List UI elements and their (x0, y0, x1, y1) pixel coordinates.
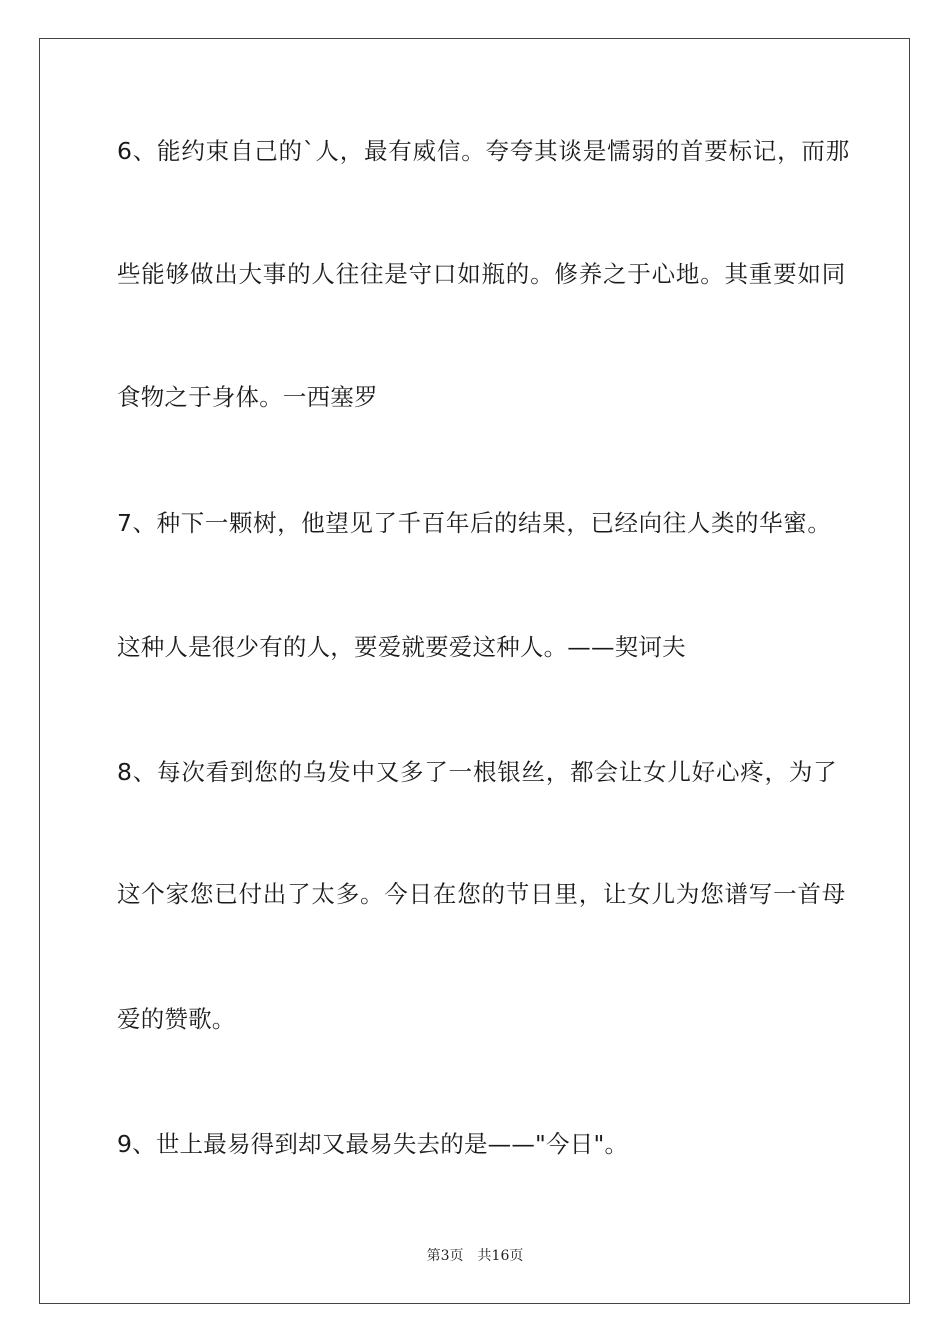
paragraph-line: 食物之于身体。一西塞罗 (117, 383, 378, 411)
page-border (39, 38, 910, 1304)
paragraph-line: 些能够做出大事的人往往是守口如瓶的。修养之于心地。其重要如同 (117, 260, 846, 288)
paragraph-line: 这种人是很少有的人，要爱就要爱这种人。——契诃夫 (117, 633, 686, 661)
total-pages: 共16页 (477, 1248, 524, 1264)
page-number: 第3页 (426, 1248, 464, 1264)
paragraph-line: 8、每次看到您的乌发中又多了一根银丝，都会让女儿好心疼，为了 (117, 758, 838, 786)
paragraph-line: 6、能约束自己的`人，最有威信。夸夸其谈是懦弱的首要标记，而那 (117, 137, 851, 165)
page-footer (0, 1246, 950, 1266)
paragraph-line: 爱的赞歌。 (117, 1005, 236, 1033)
paragraph-line: 这个家您已付出了太多。今日在您的节日里，让女儿为您谱写一首母 (117, 880, 846, 908)
paragraph-line: 7、种下一颗树，他望见了千百年后的结果，已经向往人类的华蜜。 (117, 509, 832, 537)
paragraph-line: 9、世上最易得到却又最易失去的是——"今日"。 (117, 1130, 629, 1158)
